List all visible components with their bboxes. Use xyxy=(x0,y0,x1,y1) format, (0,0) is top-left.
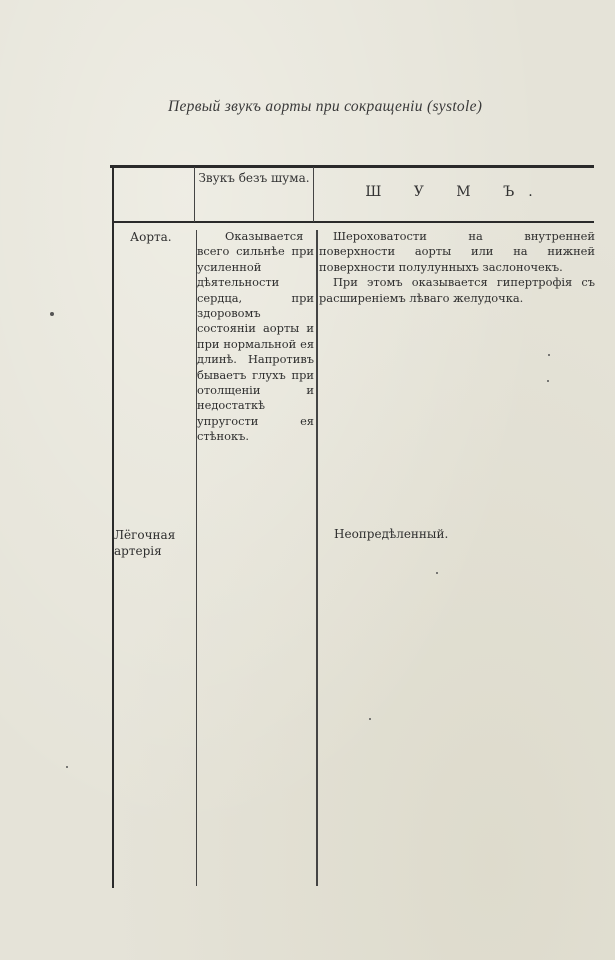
row-label-aorta: Аорта. xyxy=(130,230,172,244)
paper-speck xyxy=(66,766,68,768)
pulmonary-noise-cell: Неопредѣленный. xyxy=(334,527,449,541)
table-column-divider xyxy=(194,167,195,222)
aorta-noise-paragraph: Шероховатости на внутренней поверхности аорты или на нижней поверхности полулунныхъ заслоночекъ. xyxy=(319,229,595,274)
column-header-sound: Звукъ безъ шума. xyxy=(198,171,310,185)
aorta-noise-paragraph: При этомъ оказывается гипертрофія съ расширеніемъ лѣваго желудочка. xyxy=(319,275,595,305)
column-header-noise: Ш У М Ъ. xyxy=(365,184,547,200)
aorta-noise-cell xyxy=(319,229,595,306)
table-top-rule xyxy=(110,165,594,168)
table-header-rule xyxy=(112,221,594,223)
row-label-pulmonary-artery: Лёгочная артерія xyxy=(114,528,176,558)
paper-speck xyxy=(436,572,438,574)
paper-speck xyxy=(548,354,550,356)
paper-speck xyxy=(369,718,371,720)
running-title: Первый звукъ аорты при сокращеніи (systole) xyxy=(168,98,483,115)
paper-speck xyxy=(50,312,54,316)
table-column-divider xyxy=(316,230,318,886)
aorta-sound-text: Оказывается всего сильнѣе при усиленной дѣятельности сердца, при здоровомъ состояніи аорты и при нормальной ея длинѣ. Напротивъ бываетъ глухъ при отолщеніи и недостаткѣ упругости ея стѣнокъ. xyxy=(197,229,314,444)
paper-speck xyxy=(547,380,549,382)
aorta-sound-cell xyxy=(197,229,314,445)
table-column-divider xyxy=(313,167,314,222)
